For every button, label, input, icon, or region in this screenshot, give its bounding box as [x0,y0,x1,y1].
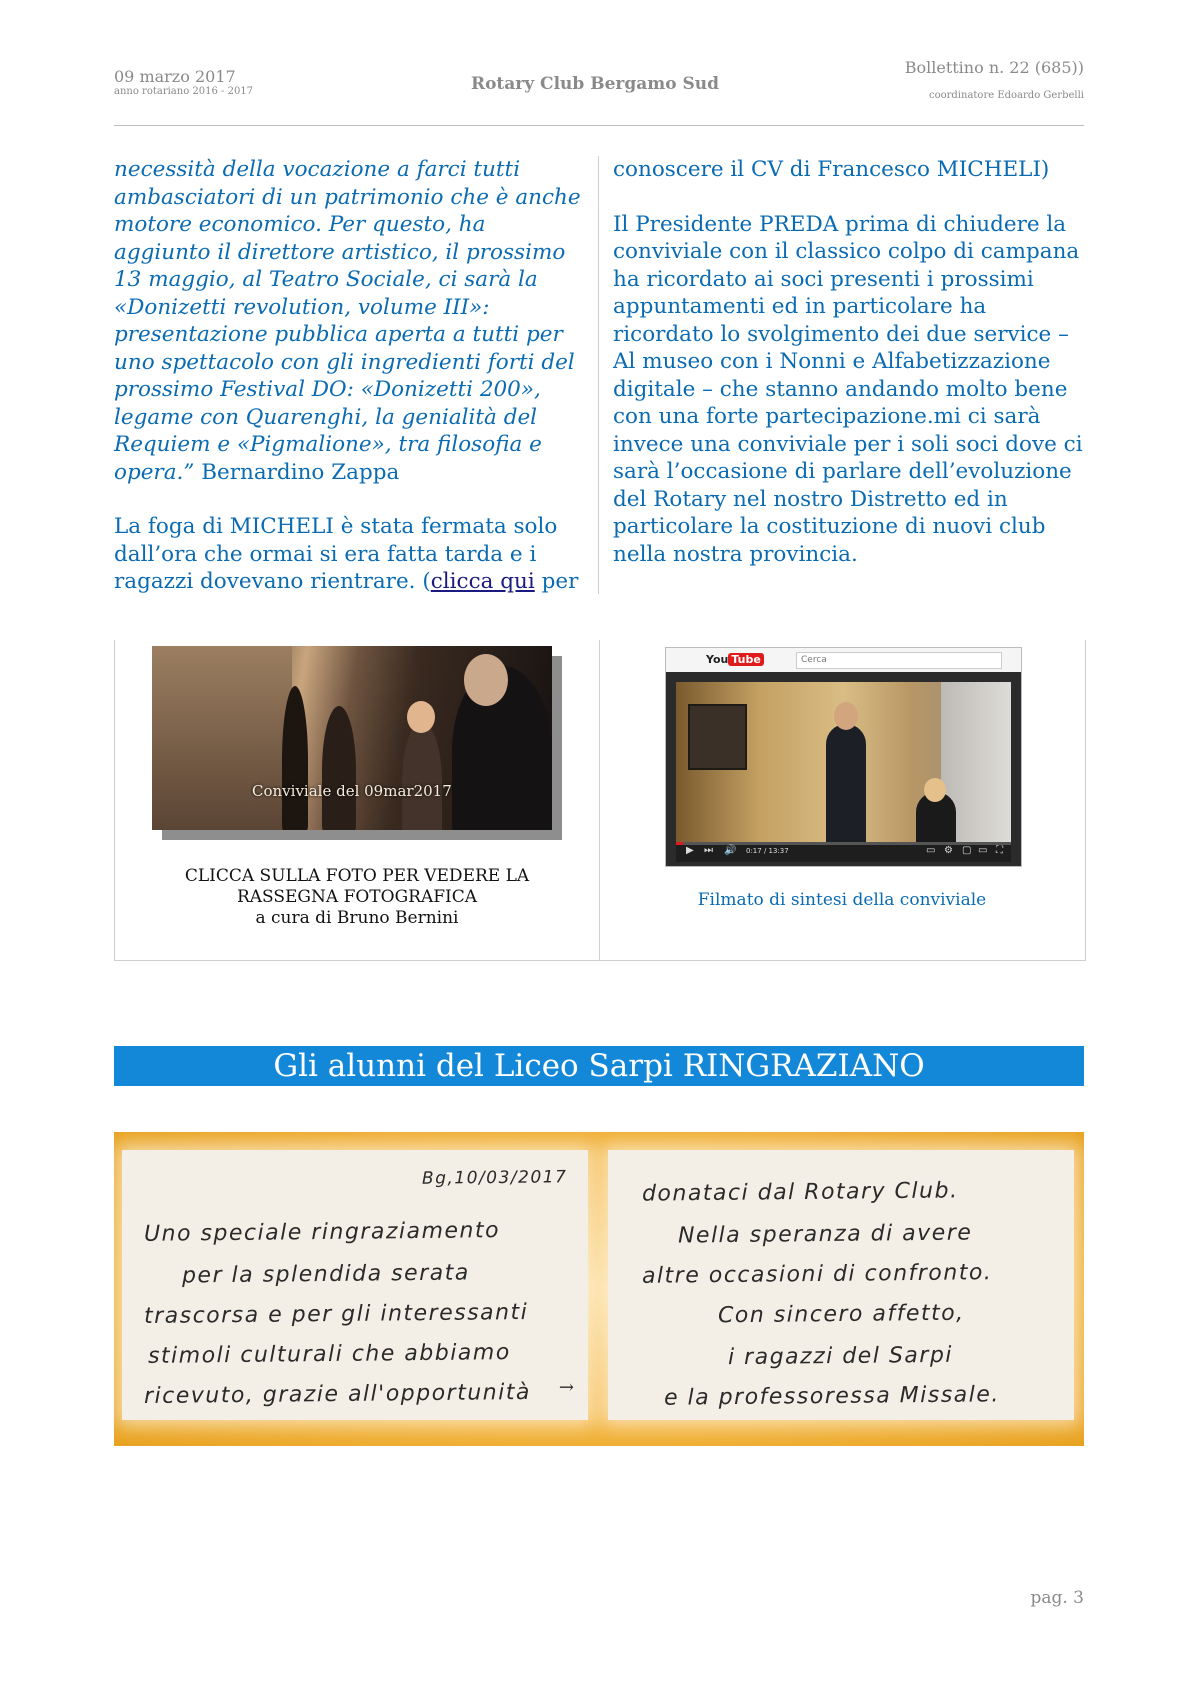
note-date: Bg,10/03/2017 [421,1167,568,1189]
note-line: ricevuto, grazie all'opportunità [143,1379,532,1410]
note-card-left [122,1150,588,1420]
note-line: i ragazzi del Sarpi [727,1342,954,1371]
photo-gallery-thumbnail[interactable] [152,646,552,830]
media-table [114,640,1086,961]
person-face [407,701,435,733]
gear-icon[interactable]: ⚙ [944,845,953,856]
video-caption: Filmato di sintesi della conviviale [697,890,987,910]
video-cell [599,640,1085,960]
video-search-input[interactable]: Cerca [796,652,1002,669]
miniplayer-icon[interactable]: ▢ [962,845,972,856]
article-quote: necessità della vocazione a farci tutti ambasciatori di un patrimonio che è anche motore economico. Per questo, ha aggiunto il direttore artistico, il prossimo 13 maggio, al Teatro Sociale, ci sarà la «Donizetti revolution, volume III»: presentazione pubblica aperta a tutti per uno spettacolo con gli ingredienti forti del prossimo Festival DO: «Donizetti 200», legame con Quarenghi, la genialità del Requiem e «Pigmalione», tra filosofia e opera.” [114,157,581,485]
logo-you: You [706,653,729,666]
play-icon[interactable]: ▶ [686,845,694,856]
coordinator: coordinatore Edoardo Gerbelli [928,90,1084,101]
video-progress-fill [676,842,683,845]
fullscreen-icon[interactable]: ⛶ [996,845,1003,856]
cv-link[interactable]: clicca qui [430,569,535,594]
person-figure [282,686,308,830]
header-bulletin-block [905,58,1084,101]
photo-overlay-caption: Conviviale del 09mar2017 [252,782,452,800]
video-speaker [826,724,866,842]
person-figure [322,706,356,830]
note-line: per la splendida serata [181,1260,470,1289]
logo-tube: Tube [728,653,763,666]
note-card-right [608,1150,1074,1420]
video-topbar [666,648,1021,672]
video-frame [676,682,1011,842]
rotary-year: anno rotariano 2016 - 2017 [114,86,254,97]
video-speaker-head [834,702,858,730]
article-right-column [613,156,1093,595]
article-paragraph-president: Il Presidente PREDA prima di chiudere la conviviale con il classico colpo di campana ha ricordato ai soci presenti i prossimi appuntamenti ed in particolare ha ricordato lo svolgimento dei due service – Al museo con i Nonni e Alfabetizzazione digitale – che stanno andando molto bene con una forte partecipazione.mi ci sarà invece una conviviale per i soli soci dove ci sarà l’occasione di parlare dell’evoluzione del Rotary nel nostro Distretto ed in particolare la costituzione di nuovi club nella nostra provincia. [613,211,1083,567]
paragraph-text-end: per [534,569,579,594]
video-listener-head [924,778,946,802]
note-line: donataci dal Rotary Club. [641,1178,959,1207]
note-line: Nella speranza di avere [677,1220,973,1249]
article-paragraph-continued: conoscere il CV di Francesco MICHELI) [613,157,1050,182]
video-painting [688,704,747,770]
column-divider [598,156,599,594]
photo-wall [152,646,292,830]
video-time: 0:17 / 13:37 [746,847,789,855]
article-quote-paragraph [114,156,584,486]
note-line: stimoli culturali che abbiamo [147,1340,511,1369]
next-icon[interactable]: ⏭ [704,845,713,856]
club-name: Rotary Club Bergamo Sud [470,74,720,94]
paragraph-text: La foga di MICHELI è stata fermata solo dall’ora che ormai si era fatta tarda e i ragazzi dovevano rientrare. ( [114,514,558,594]
issue-date: 09 marzo 2017 [114,67,236,86]
arrow-icon: → [558,1377,574,1398]
note-line: Uno speciale ringraziamento [143,1218,501,1247]
header-divider [114,125,1084,126]
section-title: Gli alunni del Liceo Sarpi RINGRAZIANO [114,1046,1084,1086]
youtube-logo [706,653,764,666]
photo-caption-line: CLICCA SULLA FOTO PER VEDERE LA [184,866,530,886]
video-player[interactable] [666,648,1021,866]
photo-caption-credit: a cura di Bruno Bernini [255,908,459,928]
person-figure [402,722,442,830]
photo-caption [115,866,599,929]
volume-icon[interactable]: 🔊 [724,845,737,856]
page-number: pag. 3 [1030,1588,1084,1608]
quote-author: Bernardino Zappa [194,459,400,485]
video-controls [676,842,1011,862]
note-line: e la professoressa Missale. [663,1382,1000,1411]
person-face [464,654,508,706]
thank-you-note-image [114,1132,1084,1446]
bulletin-number: Bollettino n. 22 (685)) [904,58,1084,77]
note-line: altre occasioni di confronto. [641,1260,993,1289]
note-line: trascorsa e per gli interessanti [143,1299,529,1330]
note-line: Con sincero affetto, [717,1300,965,1329]
cast-icon[interactable]: ▭ [978,845,988,856]
article-paragraph [114,513,584,596]
photo-caption-line: RASSEGNA FOTOGRAFICA [236,887,478,907]
captions-icon[interactable]: ▭ [926,845,936,856]
article-left-column [114,156,584,623]
